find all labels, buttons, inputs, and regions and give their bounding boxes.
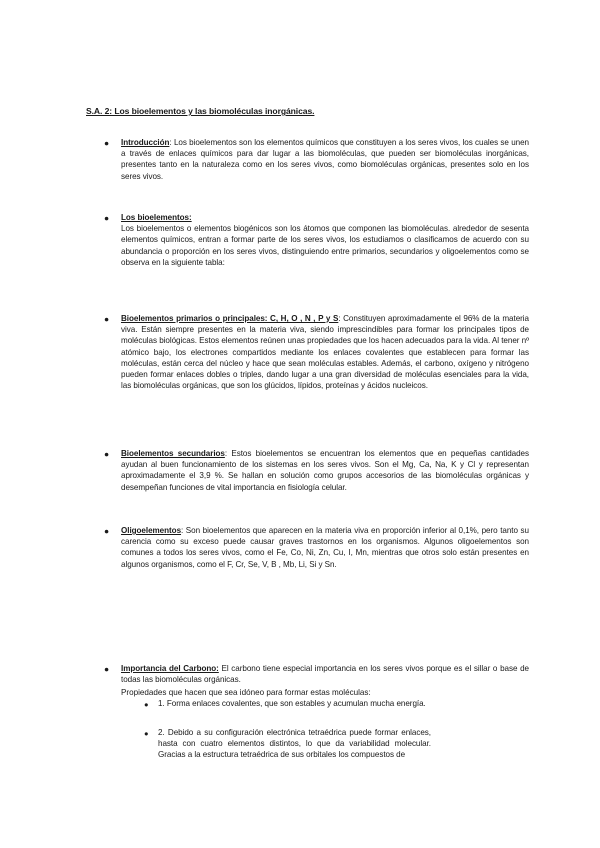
intro-paragraph: [121, 137, 529, 182]
page-title: S.A. 2: Los bioelementos y las biomoléculas inorgánicas.: [86, 106, 315, 116]
bullet-icon: ●: [104, 213, 110, 223]
sub-bullet-icon: ●: [144, 700, 149, 709]
carbono-heading: Importancia del Carbono:: [121, 664, 219, 673]
intro-heading: Introducción: [121, 138, 170, 147]
carbono-prop-item: 1. Forma enlaces covalentes, que son estables y acumulan mucha energía.: [158, 699, 426, 708]
bullet-icon: ●: [104, 526, 110, 536]
carbono-paragraph: [121, 663, 529, 685]
secundarios-paragraph: [121, 448, 529, 493]
carbono-prop-item: 2. Debido a su configuración electrónica tetraédrica puede formar enlaces, hasta con cuatro elementos distintos, lo que da variabilidad molecular. Gracias a la estructura tetraédrica de sus orbitales los compuestos de: [158, 728, 431, 760]
carbono-props-intro: Propiedades que hacen que sea idóneo para formar estas moléculas:: [121, 688, 371, 697]
oligo-text: : Son bioelementos que aparecen en la materia viva en proporción inferior al 0,1%, pero tanto su carencia como su exceso puede causar graves trastornos en los organismos. Algunos oligoelementos son comunes a todos los seres vivos, como el Fe, Co, Ni, Zn, Cu, I, Mn, mientras que otros solo están presentes en algunos organismos, como el F, Cr, Se, V, B , Mb, Li, Si y Sn.: [121, 526, 529, 569]
intro-text: : Los bioelementos son los elementos químicos que constituyen a los seres vivos, los cuales se unen a través de enlaces químicos para dar lugar a las biomoléculas, que pueden ser biomoléculas inorgánicas, presentes tanto en la naturaleza como en los seres vivos, como biomoléculas orgánicas, presentes solo en los seres vivos.: [121, 138, 529, 181]
secundarios-heading: Bioelementos secundarios: [121, 449, 225, 458]
bioelementos-text: Los bioelementos o elementos biogénicos son los átomos que componen las biomoléculas. alrededor de sesenta elementos químicos, entran a formar parte de los seres vivos, los estudiamos o clasificamos de acuerdo con su abundancia o proporción en los seres vivos, distinguiendo entre primarios, secundarios y oligoelementos como se observa en la siguiente tabla:: [121, 224, 529, 267]
bullet-icon: ●: [104, 314, 110, 324]
primarios-heading: Bioelementos primarios o principales: C, H, O , N , P y S: [121, 314, 339, 323]
bioelementos-heading: Los bioelementos:: [121, 213, 192, 222]
carbono-text: El carbono tiene especial importancia en los seres vivos porque es el sillar o base de todas las biomoléculas orgánicas.: [121, 664, 530, 685]
oligo-paragraph: [121, 525, 529, 570]
bullet-icon: ●: [104, 449, 110, 459]
bullet-icon: ●: [104, 664, 110, 674]
secundarios-text: : Estos bioelementos se encuentran los elementos que en pequeñas cantidades ayudan al buen funcionamiento de los sistemas en los seres vivos. Son el Mg, Ca, Na, K y Cl y representan aproximadamente el 3,9 %. Se hallan en solución como grupos accesorios de las biomoléculas orgánicas y desempeñan funciones de vital importancia en fisiología celular.: [121, 449, 529, 492]
sub-bullet-icon: ●: [144, 729, 149, 738]
primarios-paragraph: [121, 313, 529, 391]
bullet-icon: ●: [104, 138, 110, 148]
primarios-text: : Constituyen aproximadamente el 96% de la materia viva. Están siempre presentes en la materia viva, siendo imprescindibles para formar los principales tipos de moléculas biológicas. Estos elementos reúnen unas propiedades que los hacen adecuados para la vida. Al tener nº atómico bajo, los electrones compartidos mediante los enlaces covalentes que establecen para formar las moléculas, están cerca del núcleo y hace que sean moléculas estables. Además, el carbono, oxígeno y nitrógeno pueden formar enlaces dobles o triples, dando lugar a una gran diversidad de moléculas esenciales para la vida, las biomoléculas orgánicas, que son los glúcidos, lípidos, proteínas y ácidos nucleicos.: [121, 314, 529, 391]
bioelementos-paragraph: [121, 212, 529, 268]
oligo-heading: Oligoelementos: [121, 526, 182, 535]
